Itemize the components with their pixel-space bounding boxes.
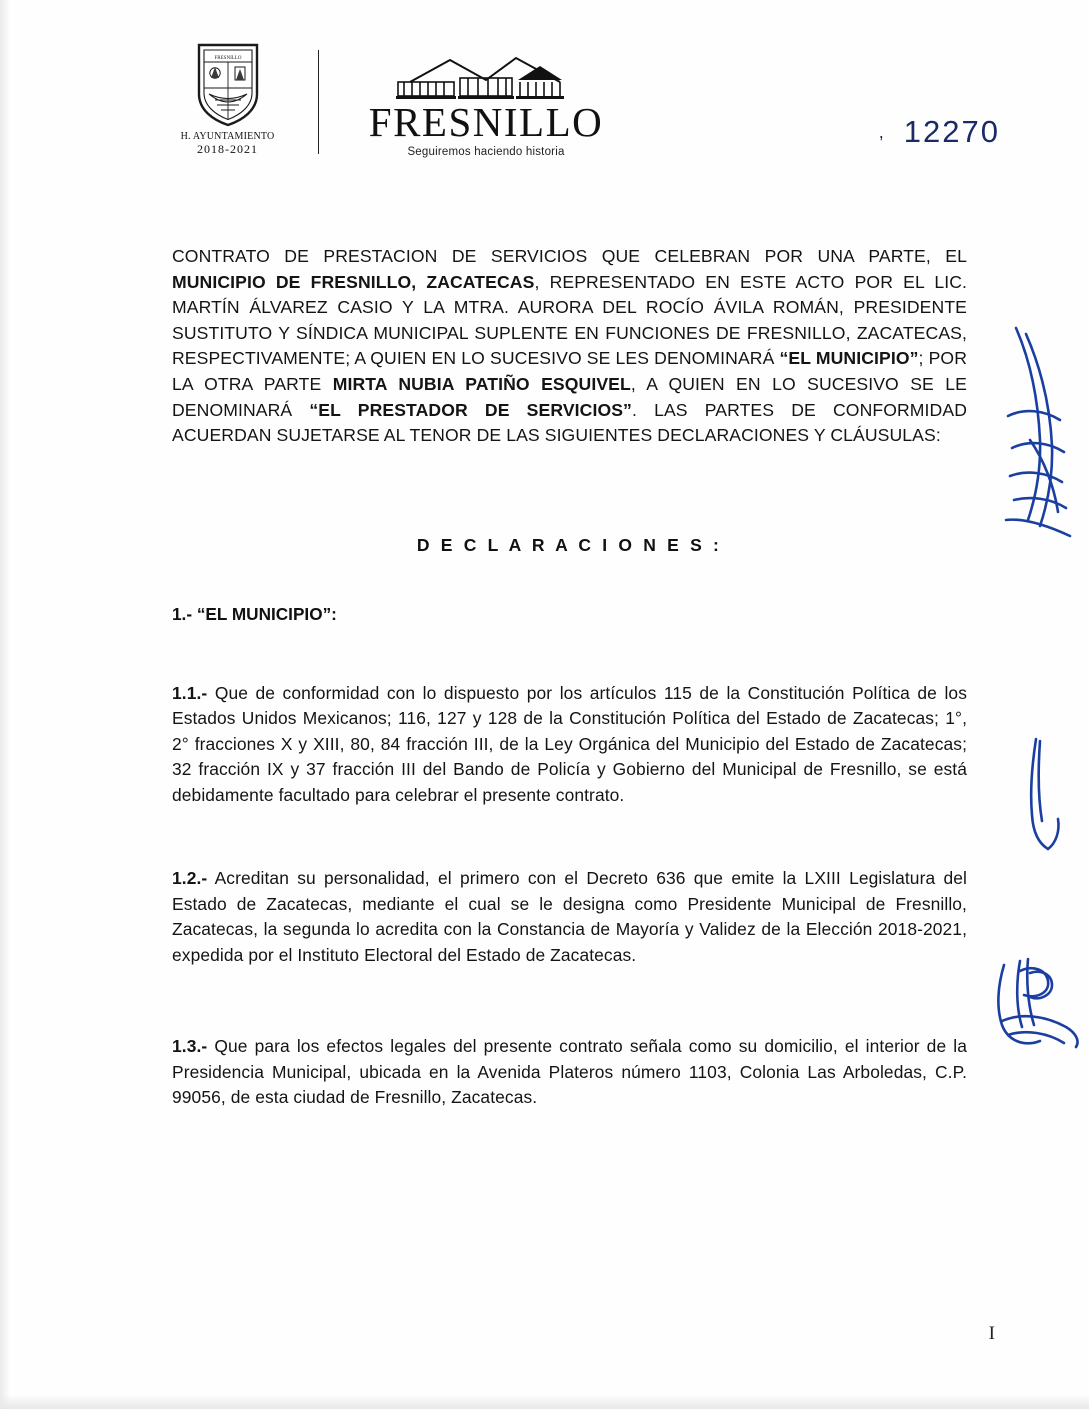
clause-1-3 bbox=[172, 1034, 967, 1111]
intro-segment-7: “EL PRESTADOR DE SERVICIOS” bbox=[309, 399, 632, 420]
signature-middle-right bbox=[1016, 735, 1070, 855]
document-header bbox=[160, 42, 1000, 187]
clause-1-2 bbox=[172, 866, 967, 968]
clause-1-1 bbox=[172, 681, 967, 809]
header-divider bbox=[318, 50, 319, 154]
intro-segment-8: . LAS PARTES DE CONFORMIDAD ACUERDAN SUJETARSE AL TENOR DE LAS SIGUIENTES DECLARACIONES Y CLÁUSULAS: bbox=[172, 399, 967, 446]
intro-segment-1: MUNICIPIO DE FRESNILLO, ZACATECAS bbox=[172, 271, 535, 292]
contract-intro-paragraph bbox=[172, 244, 967, 449]
brand-name: FRESNILLO bbox=[368, 99, 604, 145]
crest-caption-line1: H. AYUNTAMIENTO bbox=[180, 131, 275, 142]
folio-number-stamp bbox=[780, 114, 1000, 150]
signature-top-right bbox=[1000, 320, 1088, 550]
fresnillo-brand-block bbox=[356, 54, 616, 158]
document-body bbox=[172, 244, 967, 1111]
folio-number: 12270 bbox=[903, 114, 1000, 149]
page-mark: I bbox=[988, 1323, 995, 1344]
municipal-crest-block bbox=[160, 42, 295, 156]
section-1-heading: 1.- “EL MUNICIPIO”: bbox=[172, 603, 337, 624]
scan-edge-bottom bbox=[0, 1395, 1089, 1409]
brand-tagline: Seguiremos haciendo historia bbox=[407, 146, 565, 158]
intro-segment-4: ; POR LA OTRA PARTE bbox=[172, 348, 968, 394]
scan-edge-left bbox=[0, 0, 10, 1409]
intro-segment-0: CONTRATO DE PRESTACION DE SERVICIOS QUE CELEBRAN POR UNA PARTE, EL bbox=[172, 246, 967, 266]
crest-caption bbox=[160, 131, 295, 156]
signature-lower-right bbox=[990, 955, 1086, 1055]
coat-of-arms-icon bbox=[195, 42, 261, 128]
clause-1-3-text: Que para los efectos legales del presente contrato señala como su domicilio, el interior de la Presidencia Municipal, ubicada en la Avenida Plateros número 1103, Colonia Las Arboledas, C.P. 99056, de esta ciudad de Fresnillo, Zacatecas. bbox=[172, 1036, 967, 1108]
crest-caption-line2: 2018-2021 bbox=[197, 141, 258, 156]
intro-segment-3: “EL MUNICIPIO” bbox=[779, 348, 919, 369]
declarations-heading: D E C L A R A C I O N E S : bbox=[416, 534, 723, 555]
svg-text:FRESNILLO: FRESNILLO bbox=[214, 56, 241, 61]
clause-1-3-number: 1.3.- bbox=[172, 1036, 208, 1057]
clause-1-2-number: 1.2.- bbox=[172, 868, 208, 889]
folio-tick-mark: , bbox=[878, 122, 886, 142]
intro-segment-2: , REPRESENTADO EN ESTE ACTO POR EL LIC. MARTÍN ÁLVAREZ CASIO Y LA MTRA. AURORA DEL ROCÍO ÁVILA ROMÁN, PRESIDENTE SUSTITUTO Y SÍNDICA MUNICIPAL SUPLENTE EN FUNCIONES DE FRESNILLO, ZACATECAS, RESPECTIVAMENTE; A QUIEN EN LO SUCESIVO SE LES DENOMINARÁ bbox=[172, 271, 968, 369]
skyline-logo-icon bbox=[356, 54, 616, 100]
intro-segment-5: MIRTA NUBIA PATIÑO ESQUIVEL bbox=[332, 373, 631, 394]
clause-1-1-number: 1.1.- bbox=[172, 682, 208, 703]
clause-1-1-text: Que de conformidad con lo dispuesto por los artículos 115 de la Constitución Política de los Estados Unidos Mexicanos; 116, 127 y 128 de la Constitución Política del Estado de Zacatecas; 1°, 2° fracciones X y XIII, 80, 84 fracción III, de la Ley Orgánica del Municipio del Estado de Zacatecas; 32 fracción IX y 37 fracción III del Bando de Policía y Gobierno del Municipal de Fresnillo, se está debidamente facultado para celebrar el presente contrato. bbox=[172, 682, 967, 805]
intro-segment-6: , A QUIEN EN LO SUCESIVO SE LE DENOMINARÁ bbox=[172, 373, 967, 420]
clause-1-2-text: Acreditan su personalidad, el primero con el Decreto 636 que emite la LXIII Legislatura del Estado de Zacatecas, mediante el cual se le designa como Presidente Municipal de Fresnillo, Zacatecas, la segunda lo acredita con la Constancia de Mayoría y Validez de la Elección 2018-2021, expedida por el Instituto Electoral del Estado de Zacatecas. bbox=[172, 868, 967, 965]
